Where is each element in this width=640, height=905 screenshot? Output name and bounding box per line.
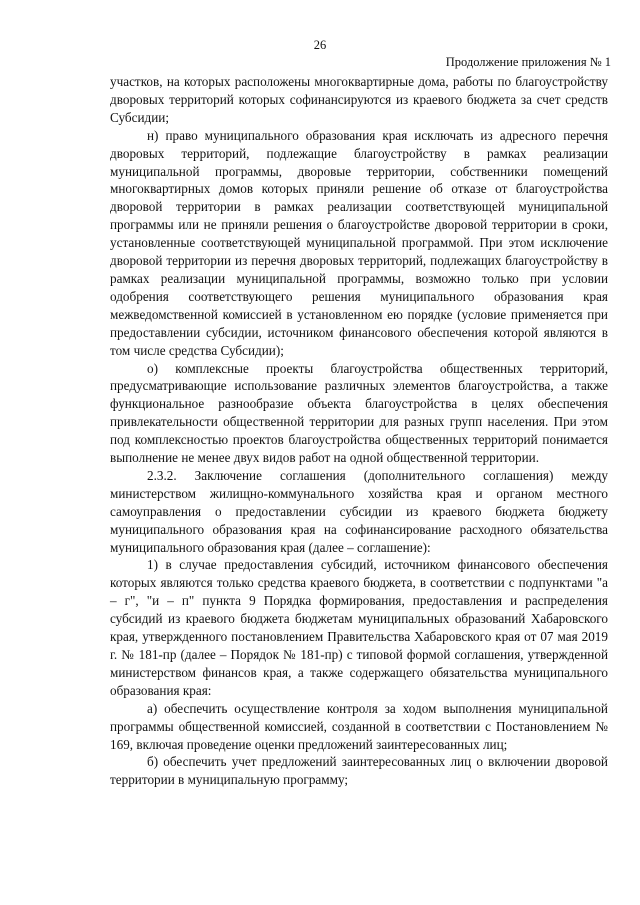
document-body (110, 73, 608, 789)
appendix-continuation-note: Продолжение приложения № 1 (445, 55, 611, 69)
paragraph-item-b: б) обеспечить учет предложений заинтересованных лиц о включении дворовой территории в муниципальную программу; (110, 754, 608, 788)
paragraph-continuation: участков, на которых расположены многоквартирные дома, работы по благоустройству дворовых территорий которых софинансируются из краевого бюджета за счет средств Субсидии; (110, 74, 608, 125)
paragraph-item-n: н) право муниципального образования края исключать из адресного перечня дворовых территорий, подлежащие благоустройству в рамках реализации муниципальной программы, дворовые территории, собственники помещений многоквартирных домов которых приняли решение об отказе от благоустройства дворовой территории в рамках реализации соответствующей муниципальной программы или не приняли решения о благоустройстве дворовой территории в сроки, установленные соответствующей муниципальной программой. При этом исключение дворовой территории из перечня дворовых территорий, подлежащих благоустройству в рамках реализации муниципальной программы, возможно только при условии одобрения соответствующего решения муниципального образования края межведомственной комиссией в установленном ею порядке (условие применяется при предоставлении субсидии, источником финансового обеспечения которой являются в том числе средства Субсидии); (110, 127, 608, 358)
paragraph-item-1: 1) в случае предоставления субсидий, источником финансового обеспечения которых являются только средства краевого бюджета, в соответствии с подпунктами "а – г", "и – п" пункта 9 Порядка формирования, предоставления и распределения субсидий из краевого бюджета бюджетам муниципальных образований Хабаровского края, утвержденного постановлением Правительства Хабаровского края от 07 мая 2019 г. № 181-пр (далее – Порядок № 181-пр) с типовой формой соглашения, утвержденной министерством финансов края, а также содержащего обязательства муниципального образования края: (110, 557, 608, 698)
paragraph-item-o: о) комплексные проекты благоустройства общественных территорий, предусматривающие использование различных элементов благоустройства, а также функциональное разнообразие объекта благоустройства в целях обеспечения привлекательности общественной территории для разных групп населения. При этом под комплексностью проектов благоустройства общественных территорий понимается выполнение не менее двух видов работ на одной общественной территории. (110, 360, 608, 466)
page-number: 26 (313, 38, 327, 52)
paragraph-section-2-3-2: 2.3.2. Заключение соглашения (дополнительного соглашения) между министерством жилищно-коммунального хозяйства края и органом местного самоуправления о предоставлении субсидии из краевого бюджета бюджету муниципального образования края на софинансирование расходного обязательства муниципального образования края (далее – соглашение): (110, 467, 608, 555)
paragraph-item-a: а) обеспечить осуществление контроля за ходом выполнения муниципальной программы общественной комиссией, созданной в соответствии с Постановлением № 169, включая проведение оценки предложений заинтересованных лиц; (110, 700, 608, 752)
